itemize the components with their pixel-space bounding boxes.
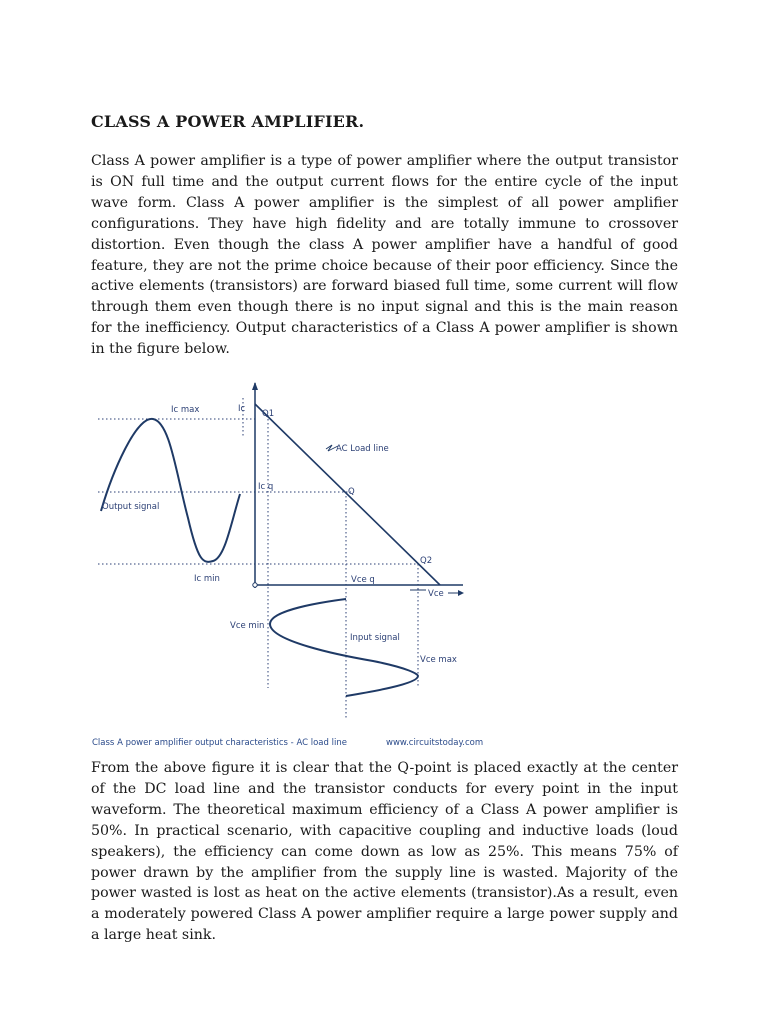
load-line-diagram [88, 378, 488, 750]
origin-marker [253, 583, 257, 587]
ic-axis-arrow-icon [252, 382, 258, 390]
ac-load-line-label: AC Load line [336, 444, 389, 454]
ic-q-label: Ic q [258, 482, 274, 492]
output-signal-waveform [101, 419, 240, 562]
q1-label: Q1 [262, 409, 275, 419]
ic-min-label: Ic min [194, 574, 220, 584]
vce-arrow-icon [458, 590, 464, 596]
figure-caption: Class A power amplifier output characteristics - AC load line [92, 738, 347, 748]
input-signal-waveform [270, 599, 418, 696]
q-label: Q [348, 487, 355, 497]
ic-axis-label: Ic [238, 404, 246, 414]
q2-label: Q2 [420, 556, 433, 566]
ac-load-line-figure [88, 378, 488, 750]
intro-paragraph: Class A power amplifier is a type of power amplifier where the output transistor is ON full time and the output current flows for the entire cycle of the input wave form. Class A power amplifier is the simplest of all power amplifier configurations. They have high fidelity and are totally immune to crossover distortion. Even though the class A power amplifier have a handful of good feature, they are not the prime choice because of their poor efficiency. Since the active elements (transistors) are forward biased full time, some current will flow through them even though there is no input signal and this is the main reason for the inefficiency. Output characteristics of a Class A power amplifier is shown in the figure below. [91, 153, 678, 358]
output-signal-label: Output signal [102, 502, 160, 512]
conclusion-paragraph: From the above figure it is clear that the Q-point is placed exactly at the center of the DC load line and the transistor conducts for every point in the input waveform. The theoretical maximum efficiency of a Class A power amplifier is 50%. In practical scenario, with capacitive coupling and inductive loads (loud speakers), the efficiency can come down as low as 25%. This means 75% of power drawn by the amplifier from the supply line is wasted. Majority of the power wasted is lost as heat on the active elements (transistor).As a result, even a moderately powered Class A power amplifier require a large power supply and a large heat sink. [91, 760, 678, 944]
vce-axis-label: Vce [428, 589, 444, 599]
figure-source: www.circuitstoday.com [386, 738, 484, 748]
vce-q-label: Vce q [351, 575, 375, 585]
ic-max-label: Ic max [171, 405, 200, 415]
vce-min-label: Vce min [230, 621, 265, 631]
input-signal-label: Input signal [350, 633, 400, 643]
vce-max-label: Vce max [420, 655, 457, 665]
document-title: CLASS A POWER AMPLIFIER. [91, 112, 365, 131]
